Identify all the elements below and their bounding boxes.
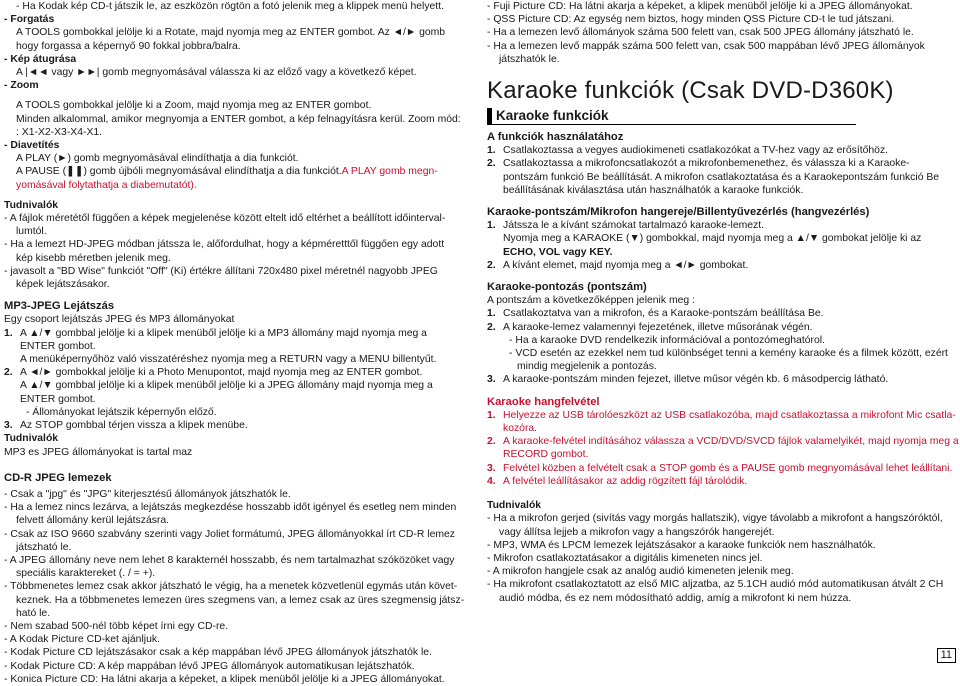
karaoke-scoring-step-1 bbox=[487, 307, 953, 320]
cdr-text: keznek. Ha a többmenetes lemezen üres szegmens van, a lemez csak az üres szegmensig játsz- bbox=[16, 594, 465, 606]
slideshow-text: A PLAY (►) gomb megnyomásával elindíthatja a dia funkciót. bbox=[16, 153, 299, 165]
cdr-text: felvett állomány kerül lejátszásra. bbox=[16, 515, 170, 527]
karaoke-score-text: Játssza le a kívánt számokat tartalmazó karaoke-lemezt. bbox=[503, 220, 765, 232]
karaoke-recording-step-4 bbox=[487, 475, 953, 488]
step-number: 1. bbox=[487, 308, 496, 320]
cdr-text: - Kodak Picture CD: A kép mappában lévő JPEG állományok automatikusan lejátszhatók. bbox=[4, 660, 415, 672]
notes-text: - Ha mikrofont csatlakoztatott az első MIC aljzatba, az 5.1CH audió mód automatikusan átvált 2 CH bbox=[487, 579, 944, 591]
usage-heading: A funkciók használatához bbox=[487, 131, 624, 144]
notes-heading: Tudnivalók bbox=[4, 199, 59, 211]
intro-note: - Ha Kodak kép CD-t játszik le, az eszközön rögtön a fotó jelenik meg a klippek menü helyett. bbox=[16, 1, 444, 12]
mp3-step-text: A ◄/► gombokkal jelölje ki a Photo Menupontot, majd nyomja meg az ENTER gombot. bbox=[20, 367, 423, 379]
mp3-step-1 bbox=[4, 327, 472, 340]
cdr-text: speciális karaktereket (. / = +). bbox=[16, 568, 156, 580]
karaoke-scoring-text: A karaoke-lemez valamennyi fejezetének, illetve műsorának végén. bbox=[503, 321, 813, 333]
slideshow-pause-text: A PAUSE (❚❚) gomb újbóli megnyomásával elindíthatja a dia funkciót. bbox=[16, 166, 342, 178]
step-number: 1. bbox=[4, 327, 13, 339]
picture-cd-text: - Fuji Picture CD: Ha látni akarja a képeket, a klipek menüből jelölje ki a JPEG állományokat. bbox=[487, 1, 913, 12]
cdr-text: ható le. bbox=[16, 607, 51, 619]
step-number: 3. bbox=[487, 374, 496, 386]
notes-text: - MP3, WMA és LPCM lemezek lejátszásakor a karaoke funkciók nem használhatók. bbox=[487, 539, 876, 551]
karaoke-scoring-step-3 bbox=[487, 373, 953, 386]
karaoke-recording-text: A felvétel leállításakor az addig rögzített fájl tárolódik. bbox=[503, 475, 748, 487]
karaoke-score-text: Nyomja meg a KARAOKE (▼) gombokkal, majd nyomja meg a ▲/▼ gombokat jelölje ki az bbox=[503, 233, 922, 245]
notes-text: - javasolt a "BD Wise" funkciót "Off" (Ki) értékre állítani 720x480 pixel méretnél nagyobb JPEG bbox=[4, 265, 438, 277]
cdr-jpeg-heading: CD-R JPEG lemezek bbox=[4, 471, 112, 484]
step-number: 2. bbox=[487, 259, 496, 271]
skip-text: A |◄◄ vagy ►►| gomb megnyomásával válassza ki az előző vagy a következő képet. bbox=[16, 67, 417, 79]
cdr-text: - Nem szabad 500-nél több képet írni egy CD-re. bbox=[4, 620, 229, 632]
notes-text: - Ha a mikrofon gerjed (sivítás vagy morgás hallatszik), vigye távolabb a mikrofont a hangszóróktól, bbox=[487, 513, 943, 525]
mp3-step-text: ENTER gombot. bbox=[20, 393, 96, 405]
karaoke-recording-text: Felvétel közben a felvételt csak a STOP gomb és a PAUSE gomb megnyomásával lehet leállítani. bbox=[503, 462, 953, 474]
step-number: 2. bbox=[4, 367, 13, 379]
step-number: 2. bbox=[487, 436, 496, 448]
notes-heading: Tudnivalók bbox=[487, 500, 542, 512]
picture-cd-text: - QSS Picture CD: Az egység nem biztos, hogy minden QSS Picture CD-t le tud játszani. bbox=[487, 14, 895, 26]
karaoke-scoring-step-2 bbox=[487, 321, 953, 334]
karaoke-score-text: A kívánt elemet, majd nyomja meg a ◄/► gombokat. bbox=[503, 259, 749, 271]
left-column bbox=[4, 0, 472, 686]
mp3-step-text: Az STOP gombbal térjen vissza a klipek menübe. bbox=[20, 420, 248, 432]
cdr-text: - Csak a "jpg" és "JPG" kiterjesztésű állományok játszhatók le. bbox=[4, 488, 291, 500]
mp3-step-text: A ▲/▼ gombbal jelölje ki a klipek menüből jelölje ki a MP3 állomány majd nyomja meg a bbox=[20, 327, 427, 339]
notes-text: - A fájlok méretétől függően a képek megjelenése között eltelt idő eltérhet a beállított időinterval- bbox=[4, 213, 446, 225]
step-number: 3. bbox=[487, 462, 496, 474]
karaoke-scoring-text: - VCD esetén az ezekkel nem tud különbséget tenni a kemény karaoke és a filmek között, ezért bbox=[509, 348, 948, 360]
section-bar-title: Karaoke funkciók bbox=[487, 108, 856, 125]
picture-cd-text: - Ha a lemezen levő mappák száma 500 felett van, csak 500 mappában lévő JPEG állományok bbox=[487, 40, 925, 52]
karaoke-scoring-text: A karaoke-pontszám minden fejezet, illetve műsor végén kb. 6 másodpercig látható. bbox=[503, 374, 889, 386]
mp3-step-2 bbox=[4, 366, 472, 379]
karaoke-scoring-text: - Ha a karaoke DVD rendelkezik információval a pontozómeghatórol. bbox=[509, 334, 825, 346]
karaoke-recording-step-3 bbox=[487, 462, 953, 475]
zoom-text: Minden alkalommal, amikor megnyomja a ENTER gombot, a kép felnagyításra kerül. Zoom mód: bbox=[16, 113, 461, 125]
step-number: 4. bbox=[487, 475, 496, 487]
karaoke-scoring-text: Csatlakoztatva van a mikrofon, és a Karaoke-pontszám beállítása Be. bbox=[503, 308, 824, 320]
picture-cd-text: - Ha a lemezen levő állományok száma 500 felett van, csak 500 JPEG állomány játszható le. bbox=[487, 27, 914, 39]
karaoke-recording-text: kozóra. bbox=[503, 423, 538, 435]
step-number: 1. bbox=[487, 409, 496, 421]
karaoke-recording-text: RECORD gombot. bbox=[503, 449, 589, 461]
notes-text: lumtól. bbox=[16, 226, 47, 238]
zoom-text: : X1-X2-X3-X4-X1. bbox=[16, 126, 103, 138]
karaoke-score-heading: Karaoke-pontszám/Mikrofon hangereje/Billentyűvezérlés (hangvezérlés) bbox=[487, 206, 870, 219]
notes-text: - A mikrofon hangjele csak az analóg audió kimeneten jelenik meg. bbox=[487, 566, 794, 578]
cdr-text: - A JPEG állomány neve nem lehet 8 karakternél hosszabb, és nem tartalmazhat szóközöket vagy bbox=[4, 554, 455, 566]
cdr-text: - Többmenetes lemez csak akkor játszható le végig, ha a menetek közvetlenül egymás után követ- bbox=[4, 581, 458, 593]
zoom-text: A TOOLS gombokkal jelölje ki a Zoom, majd nyomja meg az ENTER gombot. bbox=[16, 100, 372, 112]
karaoke-recording-step-2 bbox=[487, 435, 959, 448]
page-title: Karaoke funkciók (Csak DVD-D360K) bbox=[487, 77, 894, 105]
notes-text: képek lejátszásakor. bbox=[16, 279, 110, 291]
karaoke-score-text: ECHO, VOL vagy KEY. bbox=[503, 246, 613, 258]
step-number: 1. bbox=[487, 145, 496, 157]
mp3-step-text: ENTER gombot. bbox=[20, 340, 96, 352]
usage-step-text: Csatlakoztassa a mikrofoncsatlakozót a mikrofonbemenethez, és válassza ki a Karaoke- bbox=[503, 158, 910, 170]
karaoke-recording-text: A karaoke-felvétel indításához válassza a VCD/DVD/SVCD fájlok valamelyikét, majd nyomja meg a bbox=[503, 436, 959, 448]
cdr-text: játszható le. bbox=[16, 541, 72, 553]
karaoke-scoring-text: mindig megjelenik a pontozás. bbox=[517, 361, 657, 373]
cdr-text: - Kodak Picture CD lejátszásakor csak a kép mappában lévő JPEG állományok játszhatók le. bbox=[4, 647, 432, 659]
notes-text: - Ha a lemezt HD-JPEG módban játssza le, alőfordulhat, hogy a képméretttől függően egy adott bbox=[4, 239, 445, 251]
usage-step-text: pontszám funkció Be beállítását. A mikrofon csatlakoztatása és a Karaokepontszám funkció Be bbox=[503, 171, 940, 183]
mp3-step-text: - Állományokat lejátszik képernyőn előző. bbox=[26, 406, 217, 418]
notes-text: vagy állítsa lejjeb a mikrofon vagy a hangszórók hangerejét. bbox=[499, 526, 775, 538]
cdr-text: - Ha a lemez nincs lezárva, a lejátszás megkezdése hosszabb időt igényel és esetleg nem minden bbox=[4, 502, 457, 514]
step-number: 2. bbox=[487, 321, 496, 333]
notes-text: audió módba, és ez nem módosítható addig, amíg a mikrofont ki nem húzza. bbox=[499, 592, 852, 604]
notes-heading: Tudnivalók bbox=[4, 433, 59, 445]
slideshow-heading: - Diavetítés bbox=[4, 140, 60, 152]
usage-step-text: beállításának kiválasztása után használhatók a karaoke funkciók. bbox=[503, 184, 804, 196]
mp3-step-3 bbox=[4, 419, 472, 432]
slideshow-play-text: A PLAY gomb megn- bbox=[341, 166, 438, 178]
karaoke-scoring-heading: Karaoke-pontozás (pontszám) bbox=[487, 281, 647, 294]
skip-heading: - Kép átugrása bbox=[4, 53, 77, 65]
karaoke-recording-heading: Karaoke hangfelvétel bbox=[487, 395, 600, 408]
rotate-text: A TOOLS gombokkal jelölje ki a Rotate, majd nyomja meg az ENTER gombot. Az ◄/► gomb bbox=[16, 27, 446, 39]
notes-text: kép kisebb méretben jelenik meg. bbox=[16, 252, 171, 264]
mp3-step-text: A menüképernyőhöz való visszatéréshez nyomja meg a RETURN vagy a MENU billentyűt. bbox=[20, 354, 437, 366]
page-number: 11 bbox=[937, 648, 956, 663]
right-column bbox=[487, 0, 959, 605]
mp3-step-text: A ▲/▼ gombbal jelölje ki a klipek menüből jelölje ki a JPEG állomány majd nyomja meg a bbox=[20, 380, 433, 392]
step-number: 2. bbox=[487, 158, 496, 170]
notes-text: - Mikrofon csatlakoztatásakor a digitális kimeneten nincs jel. bbox=[487, 552, 763, 564]
step-number: 3. bbox=[4, 420, 13, 432]
zoom-heading: - Zoom bbox=[4, 80, 39, 92]
mp3-intro: Egy csoport lejátszás JPEG és MP3 állományokat bbox=[4, 314, 235, 326]
rotate-heading: - Forgatás bbox=[4, 14, 55, 26]
mp3-jpeg-heading: MP3-JPEG Lejátszás bbox=[4, 300, 115, 313]
usage-step-text: Csatlakoztassa a vegyes audiokimeneti csatlakozókat a TV-hez vagy az erősítőhöz. bbox=[503, 145, 889, 157]
rotate-text: hogy forgassa a képernyő 90 fokkal jobbra/balra. bbox=[16, 40, 241, 52]
cdr-text: - Csak az ISO 9660 szabvány szerinti vagy Joliet formátumú, JPEG állományokkal írt CD-R lemez bbox=[4, 528, 455, 540]
karaoke-score-step-1 bbox=[487, 219, 953, 232]
cdr-text: - Konica Picture CD: Ha látni akarja a képeket, a klipek menüből jelölje ki a JPEG állományokat. bbox=[4, 673, 445, 685]
slideshow-text: yomásával folytathatja a diabemutatót). bbox=[16, 179, 197, 191]
step-number: 1. bbox=[487, 220, 496, 232]
usage-step-2 bbox=[487, 157, 953, 170]
slideshow-text bbox=[4, 165, 472, 178]
karaoke-scoring-intro: A pontszám a következőképpen jelenik meg : bbox=[487, 295, 695, 307]
usage-step-1 bbox=[487, 144, 953, 157]
karaoke-score-step-2 bbox=[487, 259, 953, 272]
karaoke-recording-text: Helyezze az USB tárolóeszközt az USB csatlakozóba, majd csatlakoztassa a mikrofont Mic csatla- bbox=[503, 409, 956, 421]
karaoke-recording-step-1 bbox=[487, 409, 956, 422]
cdr-text: - A Kodak Picture CD-ket ajánljuk. bbox=[4, 634, 160, 646]
notes-text: MP3 es JPEG állományokat is tartal maz bbox=[4, 446, 193, 458]
picture-cd-text: játszhatók le. bbox=[499, 53, 560, 65]
